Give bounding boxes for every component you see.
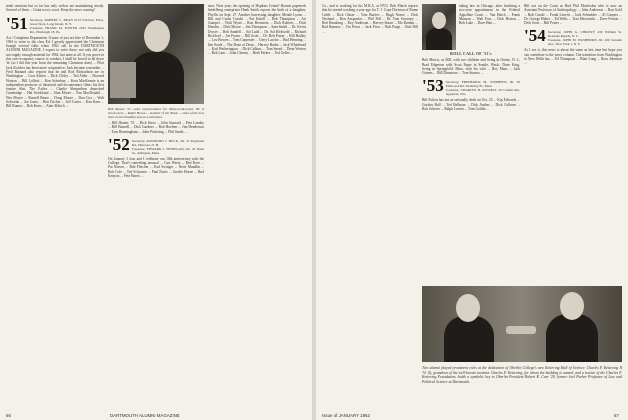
left-column-3 — [208, 4, 306, 57]
class-51-header — [6, 13, 104, 34]
class-54-notes: As I see it, this news is about the same as last time but hope you can contribute to the news column. The transition from Washington to New Delhi has ... Ed Thompson ... Blair Long ... Ross Johnston ... — [524, 48, 622, 66]
class-year-53: '53 — [422, 76, 444, 96]
class-54-treasurer: Treasurer, JOHN M. WASHBURN, JR. 430 Seventh Ave., New York 1, N. Y. — [547, 38, 622, 47]
right-col2-top — [422, 4, 520, 50]
class-54-secretary: Secretary, JOHN G. CHRISTY 439 William St. Roanoke Rapids, N. C. — [547, 30, 622, 39]
right-page — [316, 0, 628, 420]
right-column-3 — [524, 4, 622, 67]
bob-bauzer-photo — [108, 4, 204, 104]
class-52-officers — [132, 137, 204, 155]
class-51-notes-cont: ... Bill Hunter, '51 ... Dick Knox ... John Gurnard ... Pete Landay ... Bill Buzzell ... Dick Gardner ... Bob Hoefner ... Jim Henderson ... Tom Bermingham ... John Pickering ... Phil Smith ... — [108, 121, 204, 134]
class-52-treasurer: Treasurer, EDWARD J. FINNEGAN, JR. 23 Dane St., Arlington, Mass. — [131, 146, 204, 155]
kettering-hall-photo — [422, 286, 622, 362]
column-intro-text: tenth reunions but so far has only widow are maintaining steady. Several of them ... Gotta scoot, scoot. Keep the news coming! — [6, 4, 104, 13]
class-year-51: '51 — [6, 13, 28, 33]
class-52-header — [108, 134, 204, 155]
class-53-notes-cont: Bill out on the Coast as Bud Phil Motelsohn who is now an Assistant Professor of Anthropology ... John Anderson ... Ron Gold ... Bob Goode ... Frank Leavitt ... Jack Schneider ... Al Caspers ... Dr. George Huber ... Ed Wells ... Tom Mescenski ... Dave Fenton ... Dick Scott ... Bill Porter ... — [524, 4, 622, 26]
photo-caption: Bob Bauzer '51, sales representative for Nikol-Lend-Lease. He is shown here ... Ralph Horna ... member of the Nikon ... sales of the new lines of merchandise and as a salesman. — [108, 107, 204, 119]
class-52-notes: On January 1 four and I celebrate our 10th anniversary with the College. That's something unusual ... Curt Wertz ... Red Rose ... Pat Norton ... Bob Fletcher ... Earl Swinger ... Newt Maudlin ... Bob Cole ... Ted Schwartz ... Paul Davis ... Gordie Horne ... Bud Kenyon ... Pete Harris ... — [108, 156, 204, 179]
left-column-1 — [6, 4, 104, 110]
class-51-officers — [30, 16, 104, 34]
class-53-header — [422, 78, 520, 96]
roll-call-heading: ROLL CALL OF '53's — [450, 52, 492, 56]
van-hatch-photo — [422, 4, 456, 50]
class-52-notes-right: Co., and is working for his M.B.A. at NYU. Bob Marsh reports that he started working a year ago for T. J. Cope Division of Rome Cable ... Dick Glaser ... Tom Burlew ... Hugh Nance ... Dick Neslund ... Ron Anspoulos ... Phil Fell ... Dr. Tom Sweeney ... Bob Hanaburg ... Roy Anderson ... Harvey Stuart ... Mo Dunbar ... Rod Ramsey ... Vin Pesce ... Jack Price ... Bob Paige ... Bob Hill ... — [322, 4, 418, 34]
class-51-notes: Art / Complaint Department. If none of you are hire of December 1, 1961 to write to the class Ed. I greatly appreciated the Christmas bourgh several folks when 1962 call in the DARTMOUTH ALUMNI MAGAZINE. I expect to write these; not only did you not supply enough material for 1962, but none at all. If you prove in this one-occupancy course of conduct, I shall be forced to all those 'in' (as I did this year from the remaining Christmas dues) ... Pilot Jack Kotcher has been more cooperative: Jack became a member ... Fred Barnard also reports that he and Rod Richardson are in Washington ... Cora Aitken ... Dick Clisby ... Ted Alder ... Howard Watson ... Bill Lolliott ... Ken Scherban ... Kent MacKenzie is an independent producer of theatrical and documentary films; his first feature film, The Exiles ... Charlie Shepardson deposited Cambridge ... Hal Strickland ... Alan Moore ... Pan MacDonald ... Wes Moore ... Russell Bauer ... Doug Moore ... Don Cox ... Walt Schwenk ... Joe Jones ... Ben Fischer ... Jeff Carter ... Ken Kern ... Bill Rumor ... Bob Kniss ... Alan Aldrich ... — [6, 35, 104, 109]
page-number-left: 66 — [6, 413, 11, 418]
class-52-notes-right-cont: taking law in Chicago, after finishing a two-year appointment in the Federal Appellate Court. ... Van Hatch ... Frank Munson ... Walt Foss ... Dick Horton ... Bob Lake ... Dave Hart ... — [459, 4, 520, 26]
class-53-treasurer: Treasurer, CHARLES H. RUSSELL 29 Cadam Rd., Appleton, Wis. — [445, 88, 520, 97]
class-54-header — [524, 28, 622, 46]
class-51-secretary: Secretary, ROBERT C. BEAN 2123 Fairview Place, Great Neck, Long Island, N. Y. — [29, 17, 104, 26]
class-51-treasurer: Treasurer, FRANK M. FOSTER 2023 Washington Rd., Pittsburgh 18, Pa. — [29, 25, 104, 34]
class-52-secretary: Secretary, RAYMOND J. BUCK, JR. 35 Raymond Rd., Hanover, N. H. — [131, 138, 204, 147]
class-53-secretary: Secretary, FREDERICK M. STEPHENS JR. 59 Elmwood Rd. Wellesley 81, Mass. — [445, 80, 520, 89]
left-column-2 — [108, 4, 204, 179]
page-number-right: 67 — [614, 413, 619, 418]
magazine-footer: DARTMOUTH ALUMNI MAGAZINE — [110, 413, 180, 418]
class-year-54: '54 — [524, 26, 546, 46]
class-52-notes-cont: next. Next year; the opening of Hopkins Center! Bonnie papertrek heidelberg enterprises Hank Smith reports the birth of a daughter, Phyllis on Sept. 27. Another harvesting daughter, Meade Lyons ... Bill and Curtis Condit ... Pat Kittell ... Bob Thompson ... Art Gumpel ... Walt Wyatt ... Ron Bernstein ... Dick Roberts ... Dick Hamlin ... Dick Moore ... Jim Thompson ... Sam Smith ... Dr. Kevin Dwyer ... Bob Sandell ... Sal Ladd ... Dr. Sal Klrkweld ... Richard Bickford ... Joe Fraser ... Bill Scott ... Dr. Bob Fraser ... Bill Hadley ... Lou Bowen ... Tom Carpenter ... Gerry Lawlor ... Bud Henning ... Jim Soulé ... The Dean of Dean ... Harvey Burke ... Jack Whitehead ... Karl Hetherington ... Dick Calkins ... Tom Sneed ... Dean Weston ... Bob Lam ... John Cheney ... Herb Parker ... Ted Geller ... — [208, 4, 306, 56]
class-53-notes: Bill Fulton has not as rationally dealt on Oct. 25 ... Kip Edwards ... Gordon Hall ... Ted Bellman ... Dick Andres ... Dick Colburn ... Bob Scherer ... Ralph Larsen ... Tom Goldin ... — [422, 98, 520, 112]
left-page — [0, 0, 312, 420]
kettering-caption: Two alumni played prominent roles at the dedication of Oberlin College's new Kettering Hall of Science. Charles F. Kettering II '51 (l), grandson of the well-known inventor Charles F. Kettering, for whom the building is named, and a trustee of the Charles F. Kettering Foundation, holds a symbolic key to Oberlin President Robert K. Carr '29, former Joel Parker Professor of Law and Political Science at Dartmouth. — [422, 366, 622, 384]
right-column-1 — [322, 4, 418, 35]
class-53-officers — [446, 78, 520, 96]
class-year-52: '52 — [108, 134, 130, 154]
issue-footer: Issue of JANUARY 1962 — [322, 413, 370, 418]
class-54-officers — [548, 28, 622, 46]
roll-call-notes: Bob Morris, as MD, with two children and living in Orrine, N. J.; Brad Edgerton with Scott Paper in Seattle, Wash.; Dave King, living in Springfield, Mass. with his wife ... Roy Maas ... Jack Grimes ... Bill Dinsmore ... Tom Strauss ... — [422, 58, 520, 76]
right-column-2 — [422, 4, 520, 112]
